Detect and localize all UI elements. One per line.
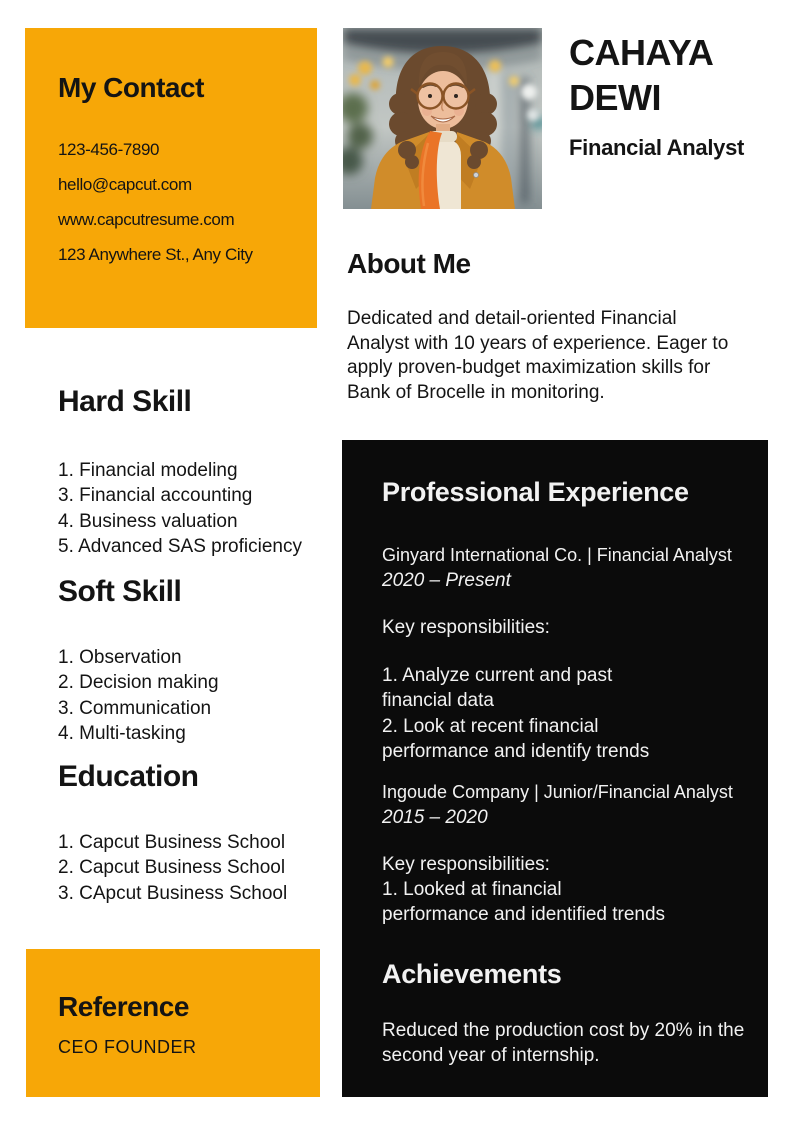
hard-skill-title: Hard Skill (58, 385, 192, 418)
job-heading: Ingoude Company | Junior/Financial Analyst (382, 782, 733, 803)
key-responsibilities-label: Key responsibilities: (382, 617, 550, 638)
job-responsibilities (382, 663, 762, 764)
responsibility-line: performance and identify trends (382, 740, 650, 762)
contact-panel (25, 28, 317, 328)
soft-skill-item: 2. Decision making (58, 672, 219, 694)
name-line-1: CAHAYA (569, 32, 714, 73)
contact-email: hello@capcut.com (58, 175, 192, 194)
contact-website: www.capcutresume.com (58, 210, 235, 229)
job-title: Financial Analyst (569, 135, 745, 160)
soft-skill-section (58, 574, 219, 746)
experience-title: Professional Experience (382, 477, 689, 507)
responsibility-line: 1. Analyze current and past (382, 665, 613, 686)
soft-skill-item: 4. Multi-tasking (58, 722, 186, 744)
experience-panel (342, 440, 768, 1097)
soft-skill-item: 1. Observation (58, 647, 182, 668)
achievements-text: Reduced the production cost by 20% in the second year of internship. (382, 1019, 745, 1066)
name-line-2: DEWI (569, 77, 661, 118)
name-block (569, 30, 744, 161)
job-heading: Ginyard International Co. | Financial Analyst (382, 545, 732, 565)
reference-title: Reference (58, 991, 189, 1022)
profile-photo-illustration (343, 28, 542, 209)
education-list (58, 830, 287, 906)
education-title: Education (58, 760, 199, 793)
responsibility-line: financial data (382, 690, 494, 712)
responsibility-line: 2. Look at recent financial (382, 715, 599, 737)
hard-skill-item: 5. Advanced SAS proficiency (58, 535, 302, 557)
achievements-title: Achievements (382, 958, 562, 989)
job-responsibilities (382, 877, 762, 928)
job-dates: 2015 – 2020 (382, 807, 488, 829)
education-section (58, 759, 287, 906)
soft-skill-list (58, 645, 219, 746)
reference-subtitle: CEO FOUNDER (58, 1037, 197, 1057)
contact-phone: 123-456-7890 (58, 140, 160, 159)
key-responsibilities-label: Key responsibilities: (382, 854, 550, 876)
hard-skill-list (58, 458, 302, 559)
about-text: Dedicated and detail-oriented Financial Analyst with 10 years of experience. Eager to apply proven-budget maximization skills for Bank of Brocelle in monitoring. (347, 308, 729, 403)
soft-skill-item: 3. Communication (58, 697, 212, 719)
reference-panel (26, 949, 320, 1097)
job-dates: 2020 – Present (382, 570, 511, 591)
hard-skill-section (58, 384, 302, 559)
hard-skill-item: 3. Financial accounting (58, 485, 253, 507)
contact-address: 123 Anywhere St., Any City (58, 245, 253, 264)
education-item: 3. CApcut Business School (58, 882, 288, 904)
education-item: 1. Capcut Business School (58, 832, 286, 853)
hard-skill-item: 4. Business valuation (58, 510, 238, 532)
about-title: About Me (347, 248, 471, 279)
soft-skill-title: Soft Skill (58, 575, 182, 608)
education-item: 2. Capcut Business School (58, 857, 286, 879)
contact-list (58, 140, 253, 280)
hard-skill-item: 1. Financial modeling (58, 460, 238, 481)
responsibility-line: 1. Looked at financial (382, 879, 562, 901)
contact-title: My Contact (58, 72, 204, 103)
profile-photo (343, 28, 542, 209)
responsibility-line: performance and identified trends (382, 904, 666, 926)
